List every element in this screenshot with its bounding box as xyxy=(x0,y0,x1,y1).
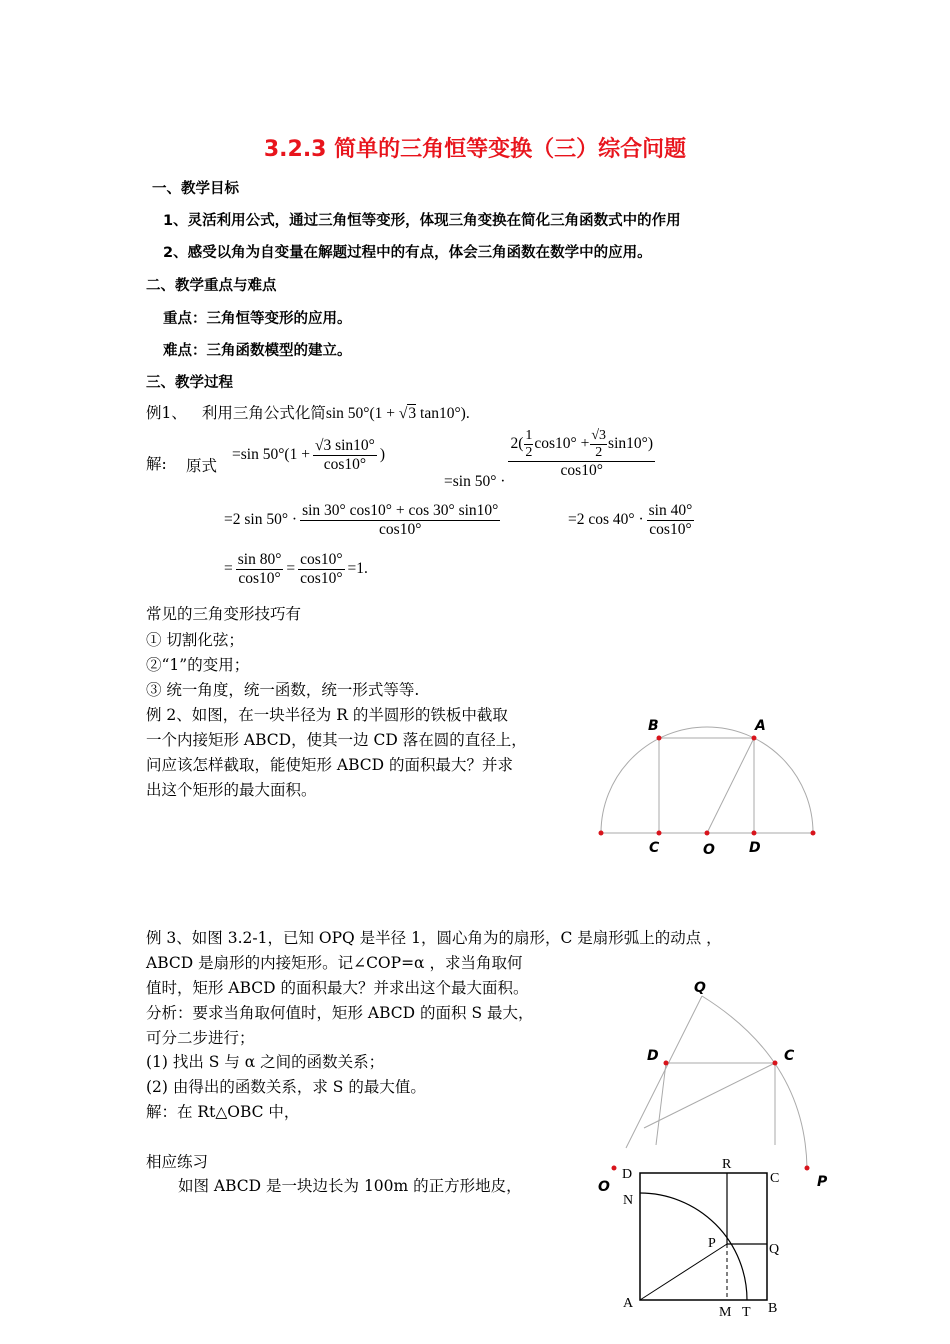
example-3-line-2: ABCD 是扇形的内接矩形。记∠COP=α ，求当角取何 xyxy=(146,954,523,972)
label-p: P xyxy=(708,1236,716,1251)
step-2-fraction: 2( $\frac{1}{2}$ cos10° + $\frac{√3}{2}$ sin10°) cos10° xyxy=(510,428,653,479)
label-c: C xyxy=(649,840,660,856)
objective-1: 1、灵活利用公式，通过三角恒等变形，体现三角变换在简化三角函数式中的作用 xyxy=(163,213,681,229)
step-3-fraction: $\frac{\sin 30^\circ \cos 10^\circ + \cos 30^\circ \sin 10^\circ}{\cos 10^\circ}$ xyxy=(302,502,499,538)
tip-2: ②“1”的变用； xyxy=(146,656,250,674)
example-3-line-4: 分析：要求当角取何值时，矩形 ABCD 的面积 S 最大， xyxy=(146,1004,534,1022)
example-3-line-8: 解：在 Rt△OBC 中， xyxy=(146,1103,300,1121)
label-d: D xyxy=(647,1048,659,1064)
label-d: D xyxy=(749,840,761,856)
example-3-line-7: (2) 由得出的函数关系，求 S 的最大值。 xyxy=(146,1078,426,1096)
step-4-fraction: $\frac{\sin 40^\circ}{\cos 10^\circ}$ xyxy=(648,502,693,538)
example-1-expression: sin 50°(1 + √3 tan10°). xyxy=(325,405,470,422)
step-1-fraction: $\frac{√3 \sin 10^\circ}{\cos 10^\circ}$ xyxy=(314,437,375,473)
key-point: 重点：三角恒等变形的应用。 xyxy=(163,311,352,327)
label-a: A xyxy=(755,718,766,734)
step-4: =2 cos 40° · $\frac{\sin 40^\circ}{\cos 10^\circ}$ xyxy=(568,502,693,538)
label-m: M xyxy=(719,1305,732,1320)
step-3: =2 sin 50° · $\frac{\sin 30^\circ \cos 10^\circ + \cos 30^\circ \sin 10^\circ}{\cos 10^\circ}$ xyxy=(224,502,499,538)
label-q: Q xyxy=(769,1242,780,1257)
label-r: R xyxy=(722,1157,732,1172)
step-5: = $\frac{\sin 80^\circ}{\cos 10^\circ}$ = $\frac{\cos 10^\circ}{\cos 10^\circ}$ =1. xyxy=(224,551,368,587)
label-d: D xyxy=(622,1167,633,1182)
example-3-line-5: 可分二步进行； xyxy=(146,1029,255,1047)
example-3-line-1: 例 3、如图 3.2-1，已知 OPQ 是半径 1，圆心角为的扇形，C 是扇形弧上的动点 ， xyxy=(146,929,722,947)
tip-3: ③ 统一角度，统一函数，统一形式等等. xyxy=(146,681,420,699)
example-2-line-3: 问应该怎样截取，能使矩形 ABCD 的面积最大？并求 xyxy=(146,756,514,774)
section-process-heading: 三、教学过程 xyxy=(146,375,233,391)
example-1-label: 例1、 xyxy=(146,404,187,422)
tips-heading: 常见的三角变形技巧有 xyxy=(146,605,302,623)
section-objectives-heading: 一、教学目标 xyxy=(152,181,239,197)
label-p: P xyxy=(817,1174,828,1190)
example-2-line-4: 出这个矩形的最大面积。 xyxy=(146,781,317,799)
step-1: =sin 50°(1 + $\frac{√3 \sin 10^\circ}{\cos 10^\circ}$ ) xyxy=(232,437,386,473)
example-2-line-2: 一个内接矩形 ABCD，使其一边 CD 落在圆的直径上， xyxy=(146,731,527,749)
section-keypoints-heading: 二、教学重点与难点 xyxy=(146,278,277,294)
label-o: O xyxy=(703,842,715,858)
page-title: 3.2.3 简单的三角恒等变换（三）综合问题 xyxy=(263,137,687,162)
label-b: B xyxy=(648,718,659,734)
label-a: A xyxy=(623,1296,634,1311)
example-3-line-3: 值时，矩形 ABCD 的面积最大？并求出这个最大面积。 xyxy=(146,979,529,997)
label-c: C xyxy=(784,1048,795,1064)
practice-line-1: 如图 ABCD 是一块边长为 100m 的正方形地皮， xyxy=(178,1177,522,1195)
label-c: C xyxy=(770,1171,780,1186)
objective-2: 2、感受以角为自变量在解题过程中的有点，体会三角函数在数学中的应用。 xyxy=(163,245,652,261)
step-2: =sin 50° · 2( $\frac{1}{2}$ cos10° + $\frac{√3}{2}$ sin10°) cos10° xyxy=(444,428,653,490)
example-3-line-6: (1) 找出 S 与 α 之间的函数关系； xyxy=(146,1053,385,1071)
label-n: N xyxy=(623,1193,634,1208)
example-2-line-1: 例 2、如图，在一块半径为 R 的半圆形的铁板中截取 xyxy=(146,706,508,724)
label-q: Q xyxy=(694,980,706,996)
square-abcd xyxy=(640,1173,767,1300)
difficult-point: 难点：三角函数模型的建立。 xyxy=(163,343,352,359)
label-t: T xyxy=(742,1305,751,1320)
example-1-text: 利用三角公式化简 xyxy=(201,404,326,422)
label-o: O xyxy=(598,1179,610,1195)
tip-1: ① 切割化弦； xyxy=(146,631,244,649)
yuanshi-label: 原式 xyxy=(186,457,218,475)
practice-heading: 相应练习 xyxy=(146,1153,209,1171)
line-ap xyxy=(640,1244,727,1300)
label-b: B xyxy=(768,1301,778,1316)
quarter-arc xyxy=(640,1193,747,1300)
solution-label: 解: xyxy=(146,455,167,473)
